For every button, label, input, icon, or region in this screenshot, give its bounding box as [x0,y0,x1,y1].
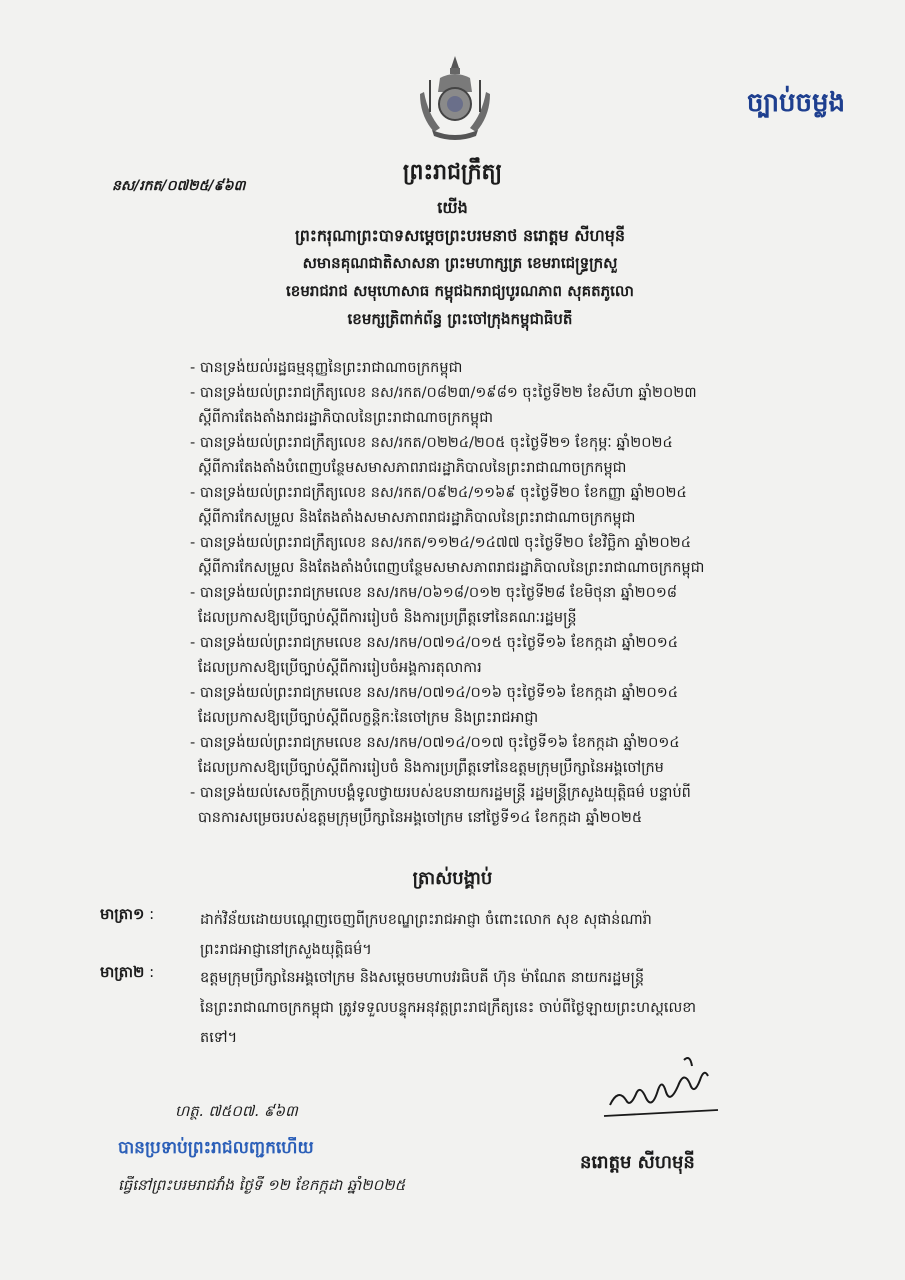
article-text [200,905,840,965]
visa-line: - បានទ្រង់យល់ព្រះរាជក្រមលេខ នស/រកម/០៧១៤/០១៧ ចុះថ្ងៃទី១៦ ខែកក្កដា ឆ្នាំ២០១៤ [190,731,830,756]
visa-line: - បានទ្រង់យល់ព្រះរាជក្រមលេខ នស/រកម/០៦១៨/០១២ ចុះថ្ងៃទី២៨ ខែមិថុនា ឆ្នាំ២០១៨ [190,581,830,606]
copy-stamp: ច្បាប់ចម្លង [746,88,845,118]
king-title-line: ព្រះករុណាព្រះបាទសម្តេចព្រះបរមនាថ នរោត្តម សីហមុនី [294,226,626,245]
visa-line: ស្តីពីការកែសម្រួល និងតែងតាំងសមាសភាពរាជរដ្ឋាភិបាលនៃព្រះរាជាណាចក្រកម្ពុជា [198,510,636,526]
article-line: តទៅ។ [200,1030,238,1046]
visa-line: ដែលប្រកាសឱ្យប្រើច្បាប់ស្តីពីការរៀបចំអង្គការតុលាការ [198,660,482,676]
visa-line: - បានទ្រង់យល់ព្រះរាជក្រមលេខ នស/រកម/០៧១៤/០១៦ ចុះថ្ងៃទី១៦ ខែកក្កដា ឆ្នាំ២០១៤ [190,681,830,706]
handwritten-reference: ហត្ថ. ៧៥០៧. ៩៦៣ [175,1102,298,1120]
visa-line: - បានទ្រង់យល់ព្រះរាជក្រឹត្យលេខ នស/រកត/០៨២៣/១៩៨១ ចុះថ្ងៃទី២២ ខែសីហា ឆ្នាំ២០២៣ [190,381,830,406]
visa-line: បានការសម្រេចរបស់ឧត្តមក្រុមប្រឹក្សានៃអង្គចៅក្រម នៅថ្ងៃទី១៤ ខែកក្កដា ឆ្នាំ២០២៥ [198,810,643,826]
visa-line: - បានទ្រង់យល់ព្រះរាជក្រឹត្យលេខ នស/រកត/០២២៤/២០៥ ចុះថ្ងៃទី២១ ខែកុម្ភៈ ឆ្នាំ២០២៤ [190,431,830,456]
visa-item [190,356,830,381]
visa-line: - បានទ្រង់យល់ព្រះរាជក្រឹត្យលេខ នស/រកត/០៩២៤/១១៦៩ ចុះថ្ងៃទី២០ ខែកញ្ញា ឆ្នាំ២០២៤ [190,481,830,506]
visa-item [190,681,830,731]
visa-line: - បានទ្រង់យល់រដ្ឋធម្មនុញ្ញនៃព្រះរាជាណាចក្រកម្ពុជា [190,356,830,381]
visa-line: - បានទ្រង់យល់សេចក្តីក្រាបបង្គំទូលថ្វាយរបស់ឧបនាយករដ្ឋមន្ត្រី រដ្ឋមន្ត្រីក្រសួងយុត្តិធម៌ បន្ទាប់ពី [190,781,830,806]
yeung-heading: យើង [437,198,468,217]
decree-number: នស/រកត/០៧២៥/៩៦៣ [112,178,246,194]
visa-item [190,781,830,831]
visa-line: ដែលប្រកាសឱ្យប្រើច្បាប់ស្តីពីការរៀបចំ និងការប្រព្រឹត្តទៅនៃគណៈរដ្ឋមន្ត្រី [198,610,577,626]
visa-line: ស្តីពីការកែសម្រួល និងតែងតាំងបំពេញបន្ថែមសមាសភាពរាជរដ្ឋាភិបាលនៃព្រះរាជាណាចក្រកម្ពុជា [198,560,705,576]
visa-item [190,531,830,581]
king-title-line: ខេមរាជរាជ សមុហោសាធ កម្ពុជឯករាជ្យបូរណភាព សុគតភូលោ [286,282,634,300]
king-title-line: ខេមក្សត្រិពាក់ព័ន្ធ ព្រះចៅក្រុងកម្ពុជាធិបតី [347,310,573,328]
article-line: ព្រះរាជអាជ្ញានៅក្រសួងយុត្តិធម៌។ [200,942,372,958]
visa-item [190,381,830,431]
visa-item [190,431,830,481]
article-line: ឧត្តមក្រុមប្រឹក្សានៃអង្គចៅក្រម និងសម្តេចមហាបវរធិបតី ហ៊ុន ម៉ាណែត នាយករដ្ឋមន្ត្រី [200,970,645,986]
promulgation-stamp: បានប្រទាប់ព្រះរាជលញ្ជកហើយ [118,1138,314,1158]
visa-line: - បានទ្រង់យល់ព្រះរាជក្រឹត្យលេខ នស/រកត/១១២៤/១៤៧៧ ចុះថ្ងៃទី២០ ខែវិច្ឆិកា ឆ្នាំ២០២៤ [190,531,830,556]
decision-title: ត្រាស់បង្គាប់ [412,868,493,889]
visa-item [190,631,830,681]
article-label: មាត្រា១ : [100,905,188,927]
visa-line: ដែលប្រកាសឱ្យប្រើច្បាប់ស្តីពីលក្ខន្តិកៈនៃចៅក្រម និងព្រះរាជអាជ្ញា [198,710,539,726]
visa-line: ស្តីពីការតែងតាំងរាជរដ្ឋាភិបាលនៃព្រះរាជាណាចក្រកម្ពុជា [198,410,494,426]
visa-line: - បានទ្រង់យល់ព្រះរាជក្រមលេខ នស/រកម/០៧១៤/០១៥ ចុះថ្ងៃទី១៦ ខែកក្កដា ឆ្នាំ២០១៤ [190,631,830,656]
place-and-date: ធ្វើនៅព្រះបរមរាជវាំង ថ្ងៃទី ១២ ខែកក្កដា ឆ្នាំ២០២៥ [118,1176,406,1194]
king-name: នរោត្តម សីហមុនី [580,1152,695,1173]
visa-line: ដែលប្រកាសឱ្យប្រើច្បាប់ស្តីពីការរៀបចំ និងការប្រព្រឹត្តទៅនៃឧត្តមក្រុមប្រឹក្សានៃអង្គចៅក្រម [198,760,664,776]
royal-coat-of-arms-icon [410,52,500,142]
article-line: ដាក់វិន័យដោយបណ្តេញចេញពីក្របខណ្ឌព្រះរាជអាជ្ញា ចំពោះលោក សុខ សុផាន់ណារ៉ា [200,912,652,928]
visa-list [190,356,830,831]
king-title-line: សមានគុណជាតិសាសនា ព្រះមហាក្សត្រ ខេមរាជេទ្ធ្រក្រសួ [302,254,618,272]
visa-item [190,481,830,531]
visa-line: ស្តីពីការតែងតាំងបំពេញបន្ថែមសមាសភាពរាជរដ្ឋាភិបាលនៃព្រះរាជាណាចក្រកម្ពុជា [198,460,627,476]
visa-item [190,731,830,781]
royal-signature [600,1050,730,1125]
visa-item [190,581,830,631]
article-line: នៃព្រះរាជាណាចក្រកម្ពុជា ត្រូវទទួលបន្ទុកអនុវត្តព្រះរាជក្រឹត្យនេះ ចាប់ពីថ្ងៃឡាយព្រះហស្តលេខា [200,1000,697,1016]
document-title: ព្រះរាជក្រឹត្យ [402,160,503,185]
article-text [200,963,840,1053]
article-label: មាត្រា២ : [100,963,188,985]
